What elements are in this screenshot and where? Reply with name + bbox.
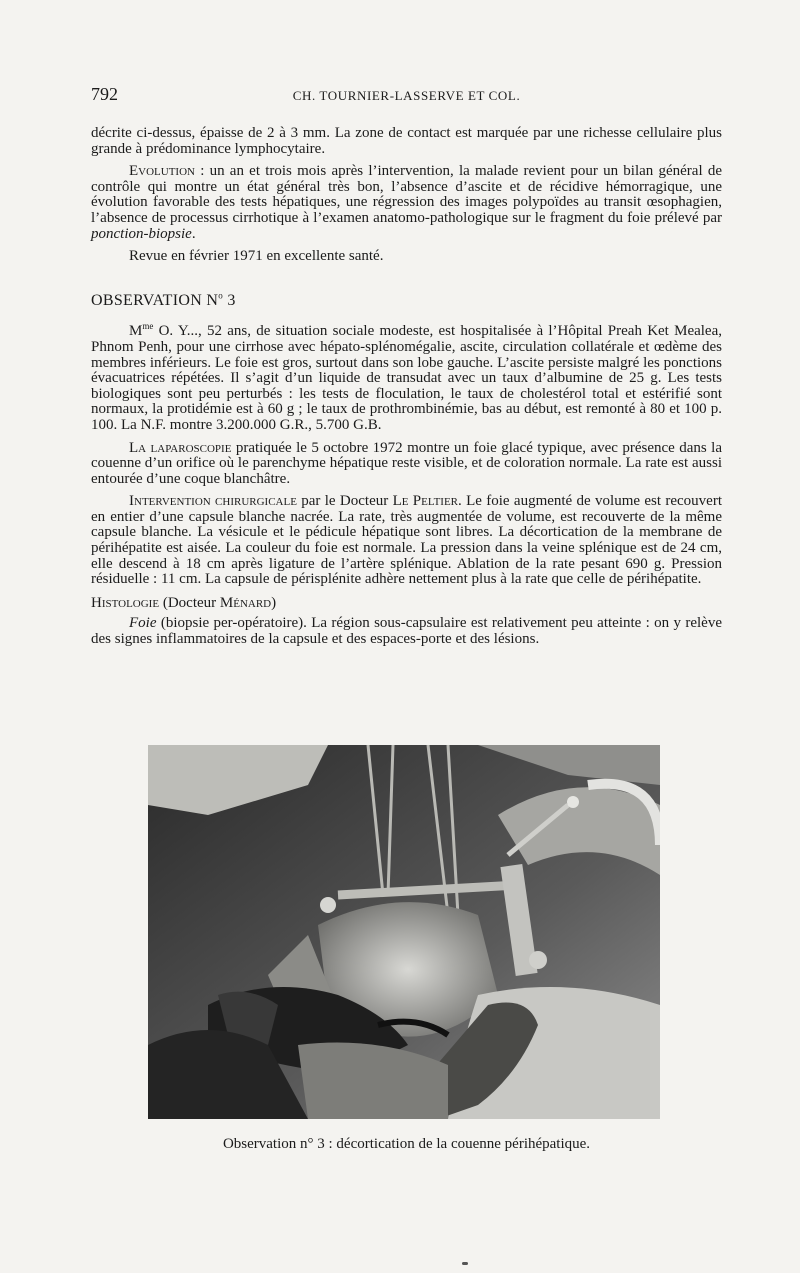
- histology-heading: [91, 596, 722, 612]
- section-label-laparoscopy: La laparoscopie: [129, 439, 232, 456]
- italic-term: ponction-biopsie: [91, 225, 192, 242]
- paragraph-continued: [91, 126, 722, 157]
- running-head: CH. TOURNIER-LASSERVE ET COL.: [292, 88, 521, 103]
- paragraph-text: par le Docteur: [296, 493, 393, 510]
- observation-heading: [91, 290, 722, 309]
- title-prefix: M: [129, 323, 143, 340]
- paragraph-text: décrite ci-dessus, épaisse de 2 à 3 mm. La zone de contact est marquée par une richesse cellulaire plus grande à prédominance lymphocytaire.: [91, 125, 722, 157]
- surgeon-name: Le Peltier: [392, 493, 459, 510]
- photo-illustration: [148, 745, 660, 1119]
- title-sup: me: [142, 321, 154, 332]
- paragraph-text-cont: . Le foie augmenté de volume est recouvert en entier d’une capsule blanche nacrée. La rate, très augmentée de volume, est recouverte de la même capsule blanche. La vésicule et le pédicule hépatique sont libres. La décortication de la membrane de périhépatite est aisée. La couleur du foie est normale. La pression dans la veine splénique est de 24 cm, elle descend à 18 cm après ligature de l’artère splénique. Ablation de la rate pesant 690 g. Pression résiduelle : 11 cm. La capsule de périsplénite adhère nettement plus à la rate que celle de périhépatite.: [91, 493, 722, 588]
- figure-caption: Observation n° 3 : décortication de la couenne périhépatique.: [222, 1136, 591, 1152]
- observation-number: 3: [223, 291, 236, 309]
- paragraph-laparoscopy: [91, 441, 722, 488]
- histology-label: Histologie: [91, 594, 160, 611]
- paragraph-text: (biopsie per-opératoire). La région sous-capsulaire est relativement peu atteinte : on y relève des signes inflammatoires de la capsule et des espaces-porte et des lésions.: [91, 615, 722, 648]
- print-mark: [462, 1262, 468, 1265]
- observation-label: OBSERVATION N: [91, 291, 219, 309]
- histology-doctor: Ménard: [219, 594, 272, 611]
- page-header: [91, 84, 722, 108]
- paragraph-text-end: .: [191, 225, 196, 242]
- paragraph-case-history: [91, 321, 722, 433]
- page-number: 792: [91, 84, 118, 104]
- paragraph-text: pratiquée le 5 octobre 1972 montre un foie glacé typique, avec présence dans la couenne d’un orifice où le parenchyme hépatique reste visible, et de coloration normale. La rate est aussi entourée d’une coque blanchâtre.: [91, 439, 722, 487]
- paragraph-liver-biopsy: [91, 616, 722, 647]
- paragraph-text: Revue en février 1971 en excellente santé.: [129, 248, 384, 265]
- paragraph-evolution: [91, 164, 722, 242]
- paragraph-text: O. Y..., 52 ans, de situation sociale modeste, est hospitalisée à l’Hôpital Preah Ket Mealea, Phnom Penh, pour une cirrhose avec hépato-splénomégalie, ascite, circulation collatérale et œdème des membres inférieurs. Le foie est gros, surtout dans son lobe gauche. L’ascite persiste malgré les ponctions évacuatrices répétées. Il s’agit d’un liquide de transudat avec un taux d’albumine de 25 g. Les tests biologiques sont peu perturbés : les tests de floculation, le taux de cholestérol total et estérifié sont normaux, la protidémie est à 60 g ; le taux de prothrombinémie, bas au début, est remonté à 80 et 100 p. 100. La N.F. montre 3.200.000 G.R., 5.700 G.B.: [91, 323, 722, 433]
- section-label-surgery: Intervention chirurgicale: [129, 493, 297, 510]
- surgical-photograph: [148, 745, 660, 1119]
- article-body: [91, 126, 722, 655]
- italic-term: Foie: [129, 615, 157, 632]
- paragraph-text: : un an et trois mois après l’intervention, la malade revient pour un bilan général de contrôle qui montre un état général très bon, l’absence d’ascite et de récidive hémorragique, une évolution favorable des tests hépatiques, une régression des images polypoïdes au transit œsophagien, l’absence de processus cirrhotique à l’examen anatomo-pathologique sur le fragment du foie prélevé par: [91, 163, 722, 226]
- paragraph-review: [91, 249, 722, 265]
- observation-sup: o: [218, 290, 224, 301]
- paragraph-surgery: [91, 494, 722, 588]
- histology-paren-close: ): [271, 594, 277, 611]
- histology-paren-open: (Docteur: [159, 594, 220, 611]
- section-label-evolution: Evolution: [129, 163, 195, 180]
